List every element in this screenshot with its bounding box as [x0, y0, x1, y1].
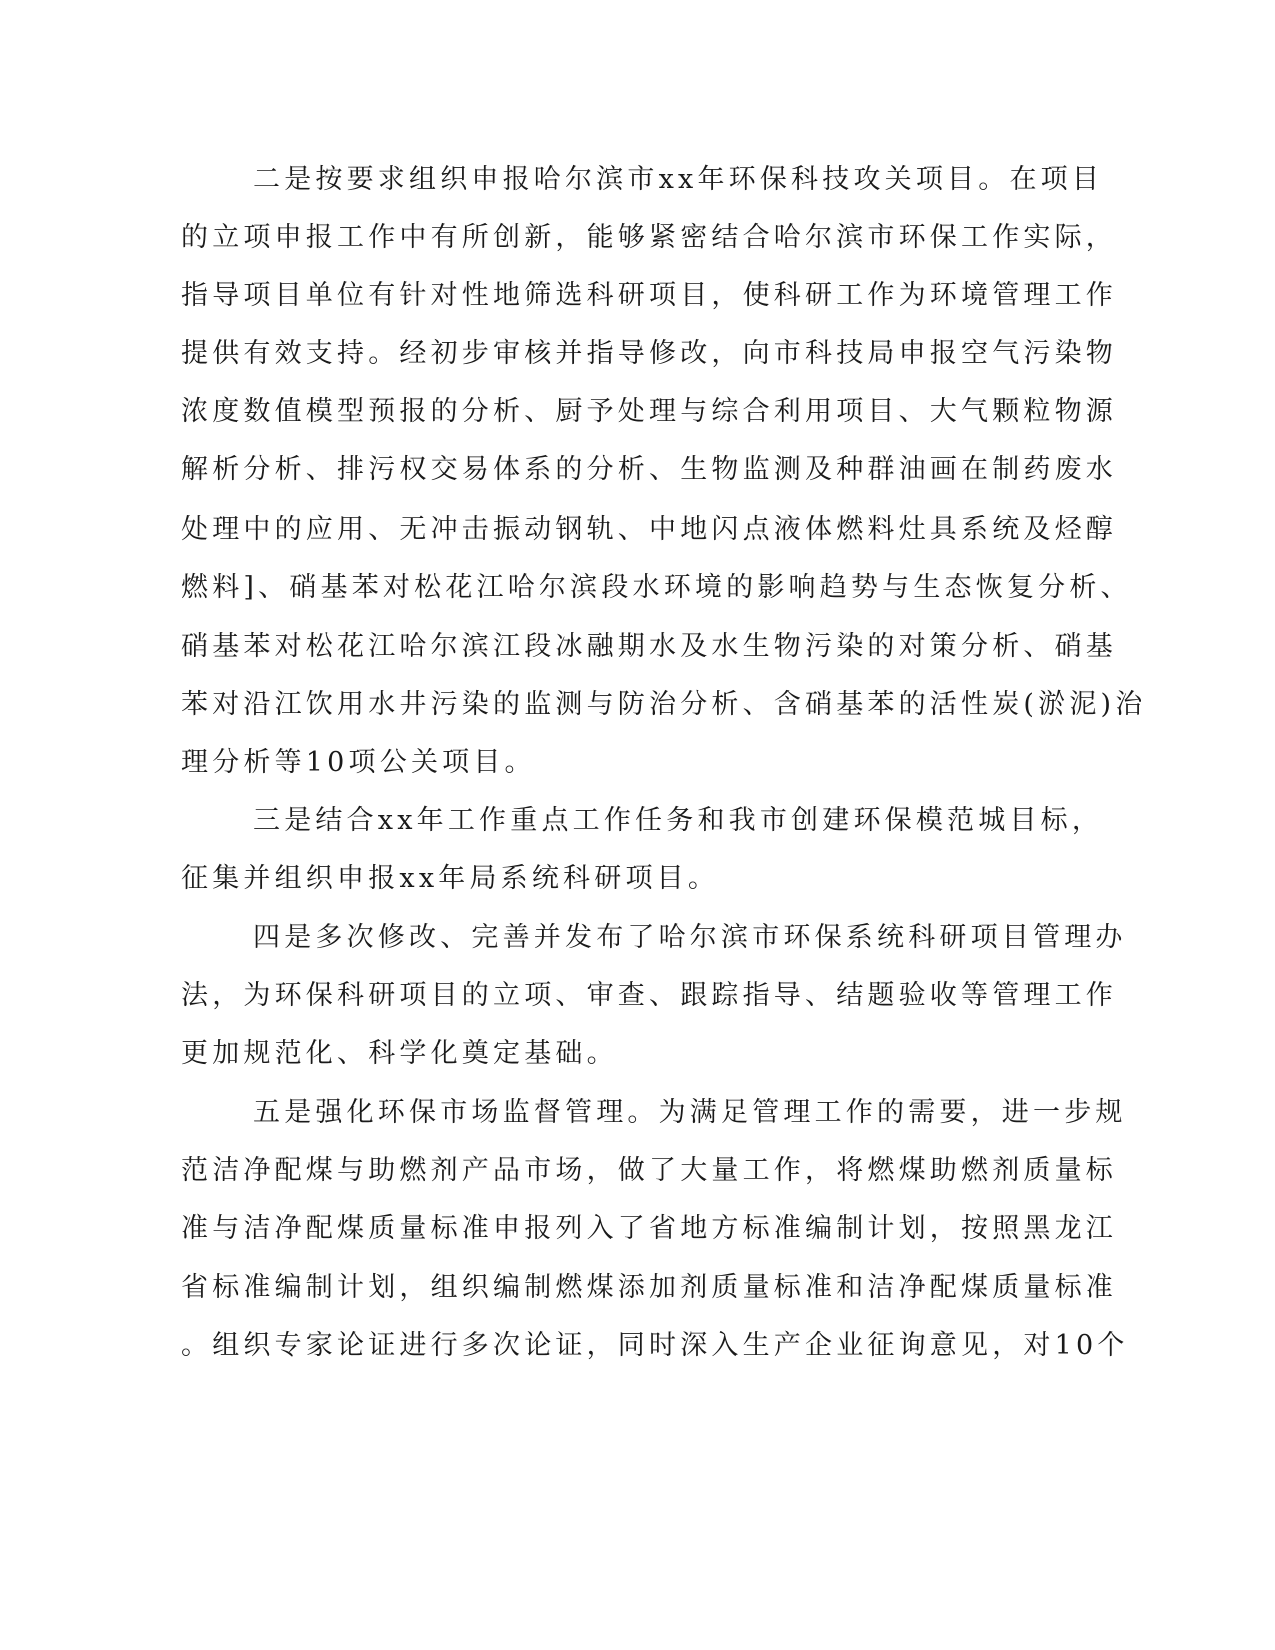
- text-line: 硝基苯对松花江哈尔滨江段冰融期水及水生物污染的对策分析、硝基: [181, 631, 1117, 662]
- text-line: 燃料]、硝基苯对松花江哈尔滨段水环境的影响趋势与生态恢复分析、: [181, 572, 1132, 603]
- text-line: 法，为环保科研项目的立项、审查、跟踪指导、结题验收等管理工作: [181, 980, 1117, 1011]
- text-line: 提供有效支持。经初步审核并指导修改，向市科技局申报空气污染物: [181, 338, 1117, 369]
- text-line: 浓度数值模型预报的分析、厨予处理与综合利用项目、大气颗粒物源: [181, 396, 1117, 427]
- text-line: 的立项申报工作中有所创新，能够紧密结合哈尔滨市环保工作实际，: [181, 222, 1117, 253]
- text-line: 。组织专家论证进行多次论证，同时深入生产企业征询意见，对10个: [181, 1330, 1129, 1361]
- text-line: 征集并组织申报xx年局系统科研项目。: [181, 863, 720, 894]
- text-line: 四是多次修改、完善并发布了哈尔滨市环保系统科研项目管理办: [253, 922, 1127, 953]
- text-line: 省标准编制计划，组织编制燃煤添加剂质量标准和洁净配煤质量标准: [181, 1272, 1117, 1303]
- text-line: 解析分析、排污权交易体系的分析、生物监测及种群油画在制药废水: [181, 454, 1117, 485]
- text-line: 苯对沿江饮用水井污染的监测与防治分析、含硝基苯的活性炭(淤泥)治: [181, 689, 1147, 720]
- text-line: 处理中的应用、无冲击振动钢轨、中地闪点液体燃料灶具系统及烃醇: [181, 514, 1117, 545]
- text-line: 指导项目单位有针对性地筛选科研项目，使科研工作为环境管理工作: [181, 280, 1117, 311]
- text-line: 准与洁净配煤质量标准申报列入了省地方标准编制计划，按照黑龙江: [181, 1213, 1117, 1244]
- text-line: 理分析等10项公关项目。: [181, 747, 536, 778]
- text-line: 五是强化环保市场监督管理。为满足管理工作的需要，进一步规: [253, 1097, 1127, 1128]
- text-line: 三是结合xx年工作重点工作任务和我市创建环保模范城目标，: [253, 805, 1104, 836]
- text-line: 范洁净配煤与助燃剂产品市场，做了大量工作，将燃煤助燃剂质量标: [181, 1155, 1117, 1186]
- text-line: 更加规范化、科学化奠定基础。: [181, 1038, 618, 1069]
- text-line: 二是按要求组织申报哈尔滨市xx年环保科技攻关项目。在项目: [253, 164, 1104, 195]
